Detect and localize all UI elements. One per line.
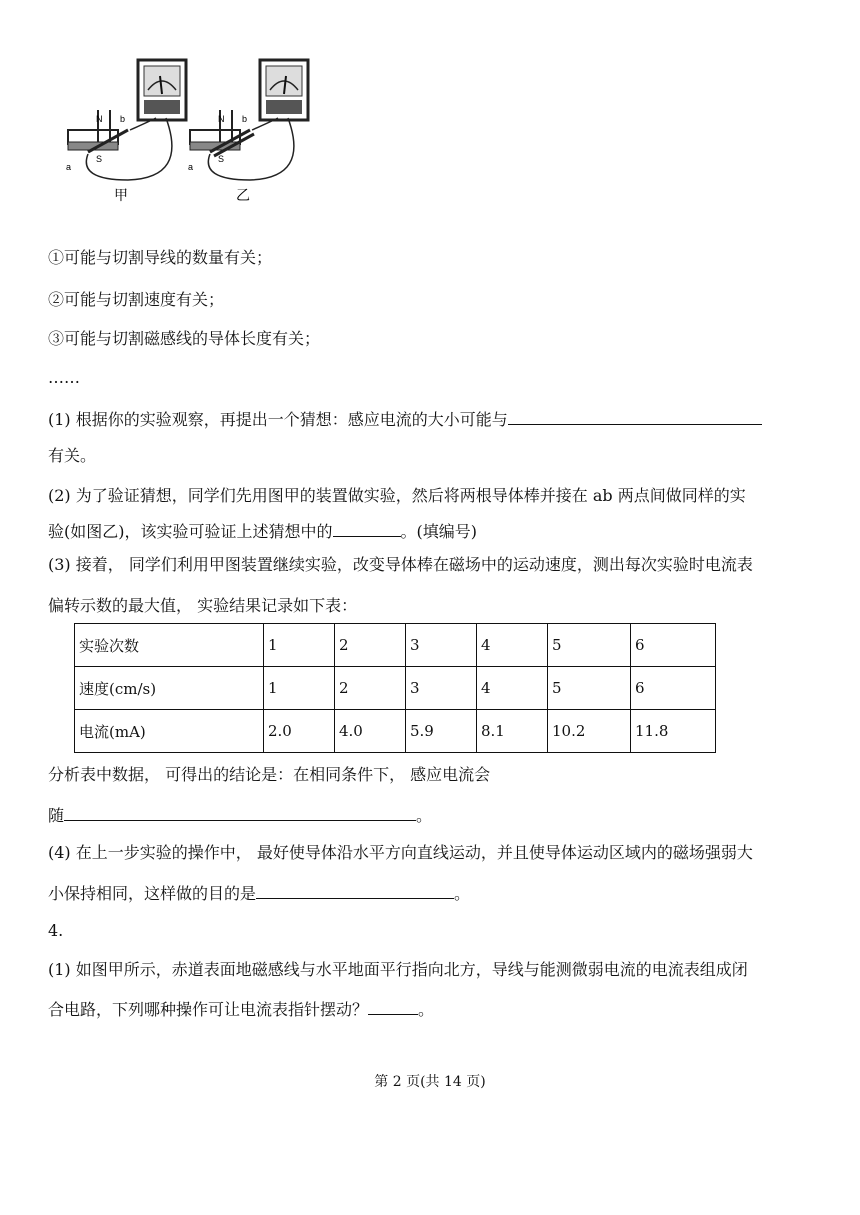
question-2-text: 验(如图乙)，该实验可验证上述猜想中的: [48, 522, 333, 541]
question-3-line2: 偏转示数的最大值， 实验结果记录如下表：: [48, 596, 358, 615]
question-3-line1: (3) 接着， 同学们利用甲图装置继续实验，改变导体棒在磁场中的运动速度，测出每次实验时电流表: [48, 555, 753, 574]
answer-blank-4[interactable]: [256, 882, 454, 899]
table-cell: 2: [335, 667, 406, 710]
item-4-suffix: 。: [418, 1000, 435, 1019]
hypothesis-2: ②可能与切割速度有关；: [48, 290, 225, 309]
svg-text:a: a: [188, 162, 194, 172]
answer-blank-2[interactable]: [333, 520, 401, 537]
table-cell: 电流(mA): [75, 710, 264, 753]
figure-label-yi: 乙: [236, 188, 250, 204]
answer-blank-3[interactable]: [64, 804, 416, 821]
figure-label-jia: 甲: [114, 188, 128, 204]
table-cell: 实验次数: [75, 624, 264, 667]
table-cell: 2: [335, 624, 406, 667]
analysis-line2: [48, 804, 432, 826]
table-cell: 速度(cm/s): [75, 667, 264, 710]
table-row: [75, 624, 716, 667]
hypothesis-1: ①可能与切割导线的数量有关；: [48, 248, 273, 267]
table-cell: 2.0: [264, 710, 335, 753]
table-cell: 5.9: [406, 710, 477, 753]
hypothesis-3: ③可能与切割磁感线的导体长度有关；: [48, 329, 321, 348]
table-cell: 5: [548, 667, 631, 710]
item-4-line1: (1) 如图甲所示，赤道表面地磁感线与水平地面平行指向北方，导线与能测微弱电流的电流表组成闭: [48, 960, 748, 979]
table-cell: 4.0: [335, 710, 406, 753]
svg-text:S: S: [96, 154, 103, 164]
results-table: [74, 623, 716, 753]
svg-text:b: b: [242, 114, 248, 124]
analysis-line1: 分析表中数据， 可得出的结论是：在相同条件下， 感应电流会: [48, 765, 491, 784]
table-cell: 6: [631, 667, 716, 710]
analysis-suffix: 。: [416, 806, 433, 825]
table-row: [75, 710, 716, 753]
question-4-line2: [48, 882, 470, 904]
question-4-line1: (4) 在上一步实验的操作中， 最好使导体沿水平方向直线运动，并且使导体运动区域内的磁场强弱大: [48, 843, 753, 862]
answer-blank-1[interactable]: [508, 408, 762, 425]
table-cell: 11.8: [631, 710, 716, 753]
question-2-suffix: 。(填编号): [400, 522, 477, 541]
question-2-line1: (2) 为了验证猜想，同学们先用图甲的装置做实验，然后将两根导体棒并接在 ab 两点间做同样的实: [48, 486, 746, 505]
svg-text:N: N: [96, 114, 103, 124]
table-cell: 1: [264, 624, 335, 667]
table-cell: 4: [477, 667, 548, 710]
setup-jia: [66, 60, 186, 204]
setup-yi: [188, 60, 308, 204]
item-4-text: 合电路，下列哪种操作可让电流表指针摆动？: [48, 1000, 369, 1019]
analysis-prefix: 随: [48, 806, 65, 825]
table-cell: 1: [264, 667, 335, 710]
table-cell: 3: [406, 624, 477, 667]
svg-text:b: b: [120, 114, 126, 124]
answer-blank-5[interactable]: [368, 998, 418, 1015]
question-2-line2: [48, 520, 477, 542]
experiment-figure: [48, 50, 338, 210]
question-1-text: (1) 根据你的实验观察，再提出一个猜想：感应电流的大小可能与: [48, 410, 508, 429]
item-4-number: 4.: [48, 921, 64, 940]
table-cell: 5: [548, 624, 631, 667]
ellipsis: ……: [48, 368, 80, 387]
svg-text:S: S: [218, 154, 225, 164]
page-footer: 第 2 页(共 14 页): [374, 1074, 486, 1090]
question-1-tail: 有关。: [48, 446, 97, 465]
question-4-suffix: 。: [454, 884, 471, 903]
item-4-line2: [48, 998, 434, 1020]
table-cell: 3: [406, 667, 477, 710]
question-1: [48, 408, 762, 430]
table-cell: 6: [631, 624, 716, 667]
svg-text:N: N: [218, 114, 225, 124]
table-cell: 10.2: [548, 710, 631, 753]
question-4-text: 小保持相同，这样做的目的是: [48, 884, 257, 903]
svg-text:a: a: [66, 162, 72, 172]
table-cell: 4: [477, 624, 548, 667]
table-cell: 8.1: [477, 710, 548, 753]
table-row: [75, 667, 716, 710]
